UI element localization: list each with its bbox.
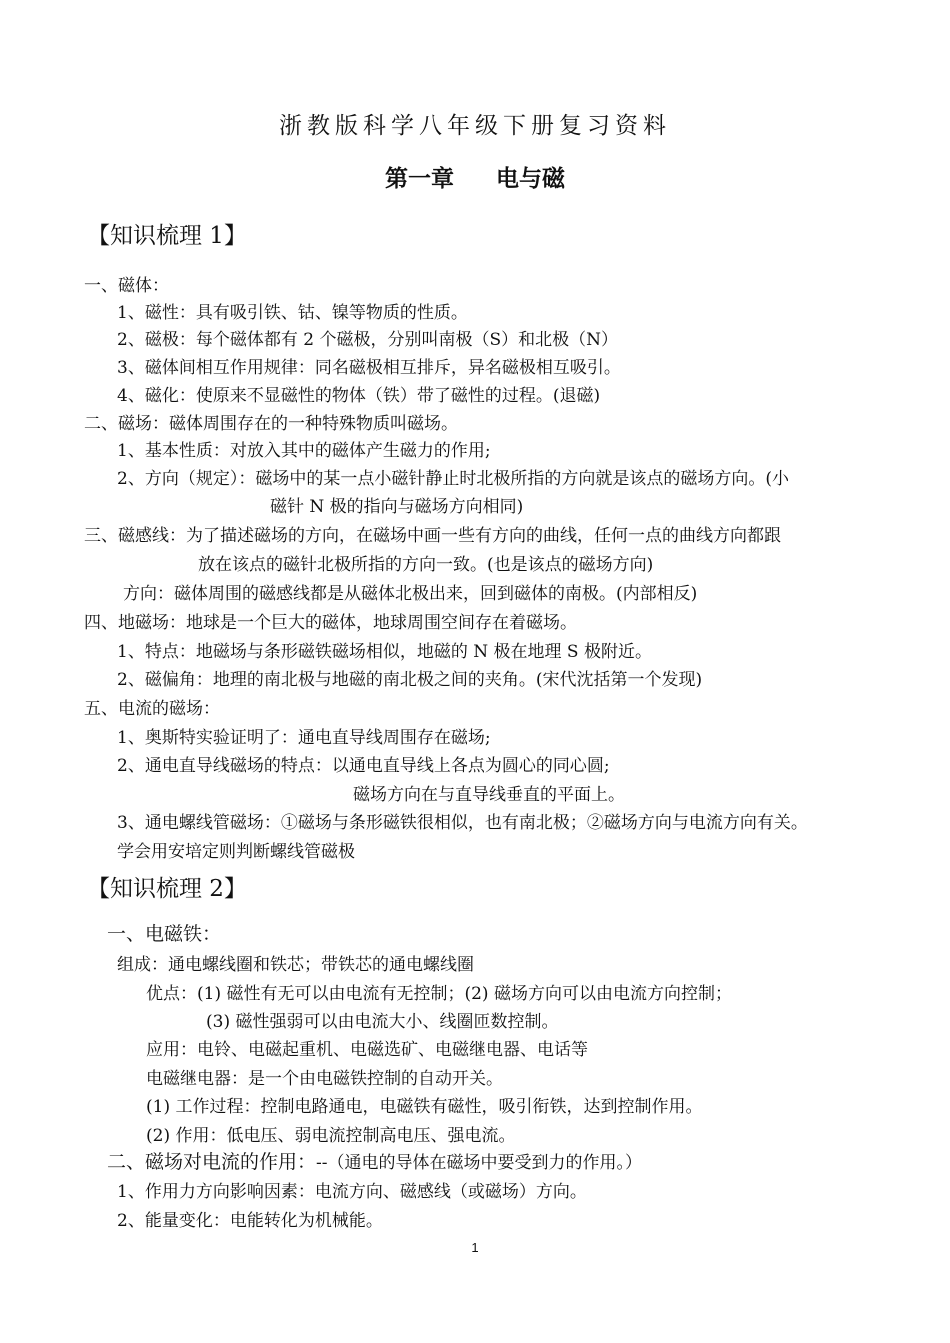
- chapter-number: 第一章: [385, 166, 454, 192]
- section-header-1: 【知识梳理 1】: [87, 223, 247, 249]
- chapter-heading: [0, 160, 950, 193]
- list-item: 一、磁体：: [84, 276, 169, 296]
- list-item: 一、电磁铁：: [107, 923, 222, 945]
- list-item: 3、通电螺线管磁场：①磁场与条形磁铁很相似，也有南北极；②磁场方向与电流方向有关。: [117, 813, 808, 833]
- document-title: 浙教版科学八年级下册复习资料: [279, 113, 671, 139]
- chapter-name: 电与磁: [496, 166, 565, 192]
- list-item: 四、地磁场：地球是一个巨大的磁体，地球周围空间存在着磁场。: [84, 613, 577, 633]
- list-item: 二、磁场：磁体周围存在的一种特殊物质叫磁场。: [84, 414, 458, 434]
- list-item: 2、通电直导线磁场的特点：以通电直导线上各点为圆心的同心圆;: [117, 756, 610, 776]
- list-item: 2、能量变化：电能转化为机械能。: [117, 1211, 383, 1231]
- list-item: 学会用安培定则判断螺线管磁极: [117, 842, 355, 862]
- list-item: 方向：磁体周围的磁感线都是从磁体北极出来，回到磁体的南极。(内部相反): [123, 584, 698, 604]
- list-item-note: --（通电的导体在磁场中要受到力的作用。）: [316, 1153, 643, 1173]
- list-item: (1) 工作过程：控制电路通电，电磁铁有磁性，吸引衔铁，达到控制作用。: [146, 1097, 703, 1117]
- list-item: 电磁继电器：是一个由电磁铁控制的自动开关。: [146, 1069, 503, 1089]
- list-item: 1、作用力方向影响因素：电流方向、磁感线（或磁场）方向。: [117, 1182, 587, 1202]
- list-item: 4、磁化：使原来不显磁性的物体（铁）带了磁性的过程。(退磁): [117, 386, 601, 406]
- list-item: 磁针 N 极的指向与磁场方向相同): [270, 497, 524, 517]
- list-item: 五、电流的磁场：: [84, 699, 220, 719]
- list-item: (3) 磁性强弱可以由电流大小、线圈匝数控制。: [206, 1012, 559, 1032]
- list-item: 1、基本性质：对放入其中的磁体产生磁力的作用;: [117, 441, 491, 461]
- list-item: 2、磁偏角：地理的南北极与地磁的南北极之间的夹角。(宋代沈括第一个发现): [117, 670, 703, 690]
- list-item: 三、磁感线：为了描述磁场的方向，在磁场中画一些有方向的曲线，任何一点的曲线方向都跟: [84, 526, 781, 546]
- list-item: (2) 作用：低电压、弱电流控制高电压、强电流。: [146, 1126, 516, 1146]
- list-item: 3、磁体间相互作用规律：同名磁极相互排斥，异名磁极相互吸引。: [117, 358, 621, 378]
- page-number: 1: [471, 1240, 479, 1255]
- list-item: 1、奥斯特实验证明了：通电直导线周围存在磁场;: [117, 728, 491, 748]
- list-item: 磁场方向在与直导线垂直的平面上。: [353, 785, 625, 805]
- list-item: [107, 1150, 642, 1175]
- list-item-heading: 二、磁场对电流的作用：: [107, 1151, 317, 1173]
- list-item: 组成：通电螺线圈和铁芯；带铁芯的通电螺线圈: [117, 955, 474, 975]
- list-item: 优点：(1) 磁性有无可以由电流有无控制；(2) 磁场方向可以由电流方向控制；: [146, 984, 732, 1004]
- list-item: 1、特点：地磁场与条形磁铁磁场相似，地磁的 N 极在地理 S 极附近。: [117, 642, 652, 662]
- list-item: 放在该点的磁针北极所指的方向一致。(也是该点的磁场方向): [198, 555, 654, 575]
- list-item: 2、磁极：每个磁体都有 2 个磁极，分别叫南极（S）和北极（N）: [117, 330, 618, 350]
- list-item: 应用：电铃、电磁起重机、电磁选矿、电磁继电器、电话等: [146, 1040, 588, 1060]
- list-item: 2、方向（规定）：磁场中的某一点小磁针静止时北极所指的方向就是该点的磁场方向。(小: [117, 469, 789, 489]
- section-header-2: 【知识梳理 2】: [87, 876, 247, 902]
- list-item: 1、磁性：具有吸引铁、钴、镍等物质的性质。: [117, 303, 468, 323]
